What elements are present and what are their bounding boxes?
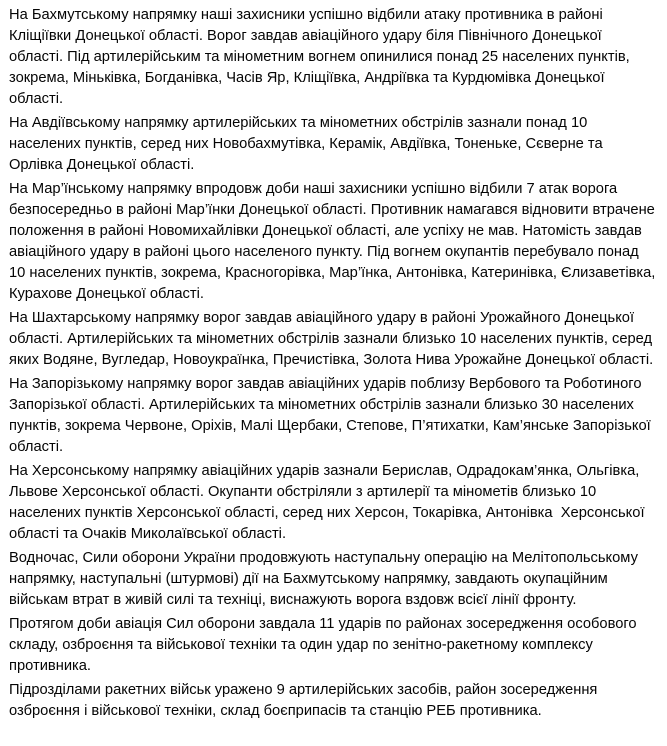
paragraph-marinka-direction: На Мар’їнському напрямку впродовж доби наші захисники успішно відбили 7 атак ворога безпосередньо в районі Мар’їнки Донецької області. Противник намагався відновити втрачене положення в районі Новомихайлівки Донецької області, але успіху не мав. Натомість завдав авіаційного удару в районі цього населеного пункту. Під вогнем окупантів перебувало понад 10 населених пунктів, зокрема, Красногорівка, Мар’їнка, Антонівка, Катеринівка, Єлизаветівка, Курахове Донецької області. <box>9 181 660 302</box>
paragraph-aviation-strikes: Протягом доби авіація Сил оборони завдала 11 ударів по районах зосередження особового складу, озброєння та військової техніки та один удар по зенітно-ракетному комплексу противника. <box>9 616 641 674</box>
paragraph-offensive-operations: Водночас, Сили оборони України продовжують наступальну операцію на Мелітопольському напрямку, наступальні (штурмові) дії на Бахмутському напрямку, завдають окупаційним військам втрат в живій силі та техніці, виснажують ворога вздовж всієї лінії фронту. <box>9 550 643 608</box>
paragraph-zaporizhzhia-direction: На Запорізькому напрямку ворог завдав авіаційних ударів поблизу Вербового та Роботиного Запорізької області. Артилерійських та мінометних обстрілів зазнали близько 30 населених пунктів, зокрема Червоне, Оріхів, Малі Щербаки, Степове, П’ятихатки, Кам’янське Запорізької області. <box>9 376 655 455</box>
paragraph-bakhmut-direction: На Бахмутському напрямку наші захисники успішно відбили атаку противника в районі Кліщіївки Донецької області. Ворог завдав авіаційного удару біля Північного Донецької області. Під артилерійським та мінометним вогнем опинилися понад 25 населених пунктів, зокрема, Міньківка, Богданівка, Часів Яр, Кліщіївка, Андріївка та Курдюмівка Донецької області. <box>9 7 634 107</box>
paragraph-missile-forces: Підрозділами ракетних військ уражено 9 артилерійських засобів, район зосередження озброєння і військової техніки, склад боєприпасів та станцію РЕБ противника. <box>9 682 602 719</box>
paragraph-kherson-direction: На Херсонському напрямку авіаційних ударів зазнали Берислав, Одрадокам’янка, Ольгівка, Львове Херсонської області. Окупанти обстріляли з артилерії та мінометів близько 10 населених пунктів Херсонської області, серед них Херсон, Токарівка, Антонівка Херсонської області та Очаків Миколаївської області. <box>9 463 649 542</box>
paragraph-shakhtarsk-direction: На Шахтарському напрямку ворог завдав авіаційного удару в районі Урожайного Донецької області. Артилерійських та мінометних обстрілів зазнали близько 10 населених пунктів, серед яких Водяне, Вугледар, Новоукраїнка, Пречистівка, Золота Нива Урожайне Донецької області. <box>9 310 657 368</box>
paragraph-avdiivka-direction: На Авдіївському напрямку артилерійських та мінометних обстрілів зазнали понад 10 населених пунктів, серед них Новобахмутівка, Керамік, Авдіївка, Тоненьке, Сєверне та Орлівка Донецької області. <box>9 115 607 173</box>
